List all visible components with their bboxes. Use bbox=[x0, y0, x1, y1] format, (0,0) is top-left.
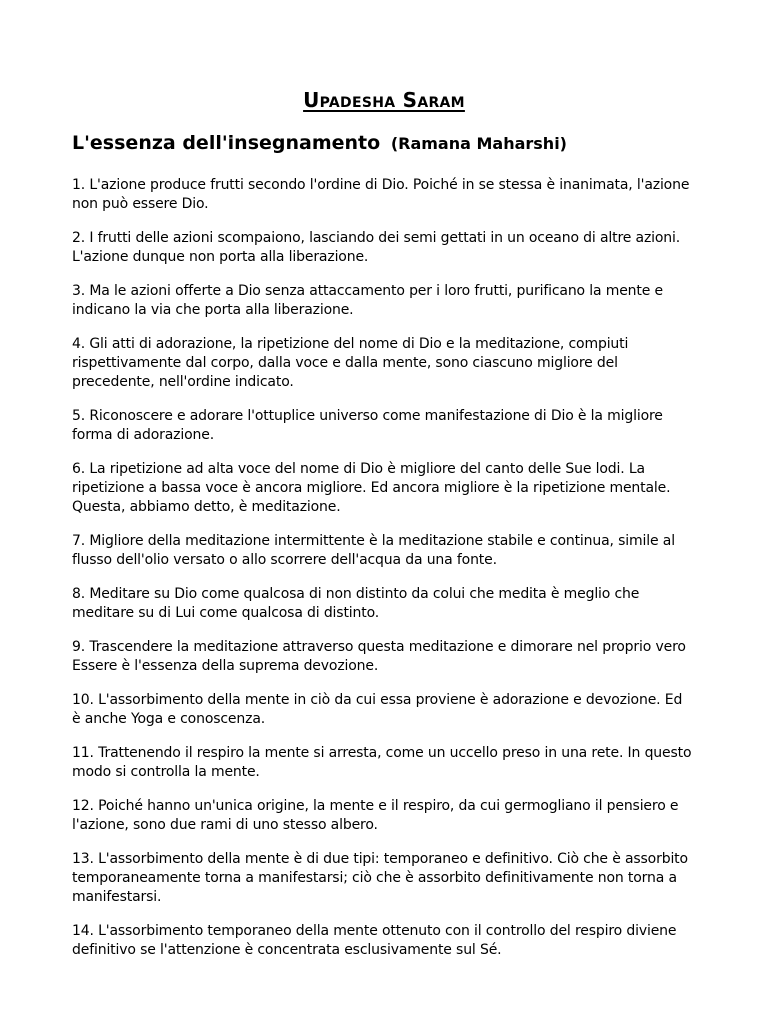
verse-11: 11. Trattenendo il respiro la mente si arresta, come un uccello preso in una rete. In questo modo si controlla la mente. bbox=[72, 745, 692, 780]
author-name: (Ramana Maharshi) bbox=[390, 134, 567, 153]
document-title: Upadesha Saram bbox=[303, 88, 465, 112]
verse-13: 13. L'assorbimento della mente è di due tipi: temporaneo e definitivo. Ciò che è assorbito temporaneamente torna a manifestarsi; ciò che è assorbito definitivamente non torna a manifestarsi. bbox=[72, 851, 688, 905]
verse-12: 12. Poiché hanno un'unica origine, la mente e il respiro, da cui germogliano il pensiero e l'azione, sono due rami di uno stesso albero. bbox=[72, 798, 679, 833]
verse-5: 5. Riconoscere e adorare l'ottuplice universo come manifestazione di Dio è la migliore forma di adorazione. bbox=[72, 408, 663, 443]
verse-6: 6. La ripetizione ad alta voce del nome di Dio è migliore del canto delle Sue lodi. La ripetizione a bassa voce è ancora migliore. Ed ancora migliore è la ripetizione mentale. Questa, abbiamo detto, è meditazione. bbox=[72, 461, 671, 515]
verse-14: 14. L'assorbimento temporaneo della mente ottenuto con il controllo del respiro diviene definitivo se l'attenzione è concentrata esclusivamente sul Sé. bbox=[72, 923, 677, 958]
verse-1: 1. L'azione produce frutti secondo l'ordine di Dio. Poiché in se stessa è inanimata, l'azione non può essere Dio. bbox=[72, 177, 690, 212]
verse-2: 2. I frutti delle azioni scompaiono, lasciando dei semi gettati in un oceano di altre azioni. L'azione dunque non porta alla liberazione. bbox=[72, 230, 681, 265]
verse-8: 8. Meditare su Dio come qualcosa di non distinto da colui che medita è meglio che meditare su di Lui come qualcosa di distinto. bbox=[72, 586, 640, 621]
verse-list bbox=[72, 176, 694, 975]
verse-4: 4. Gli atti di adorazione, la ripetizione del nome di Dio e la meditazione, compiuti rispettivamente dal corpo, dalla voce e dalla mente, sono ciascuno migliore del precedente, nell'ordine indicato. bbox=[72, 336, 629, 390]
verse-3: 3. Ma le azioni offerte a Dio senza attaccamento per i loro frutti, purificano la mente e indicano la via che porta alla liberazione. bbox=[72, 283, 663, 318]
verse-10: 10. L'assorbimento della mente in ciò da cui essa proviene è adorazione e devozione. Ed è anche Yoga e conoscenza. bbox=[72, 692, 683, 727]
verse-9: 9. Trascendere la meditazione attraverso questa meditazione e dimorare nel proprio vero Essere è l'essenza della suprema devozione. bbox=[72, 639, 686, 674]
verse-7: 7. Migliore della meditazione intermittente è la meditazione stabile e continua, simile al flusso dell'olio versato o allo scorrere dell'acqua da una fonte. bbox=[72, 533, 675, 568]
document-subtitle bbox=[72, 130, 712, 157]
subtitle-text: L'essenza dell'insegnamento bbox=[72, 132, 381, 154]
